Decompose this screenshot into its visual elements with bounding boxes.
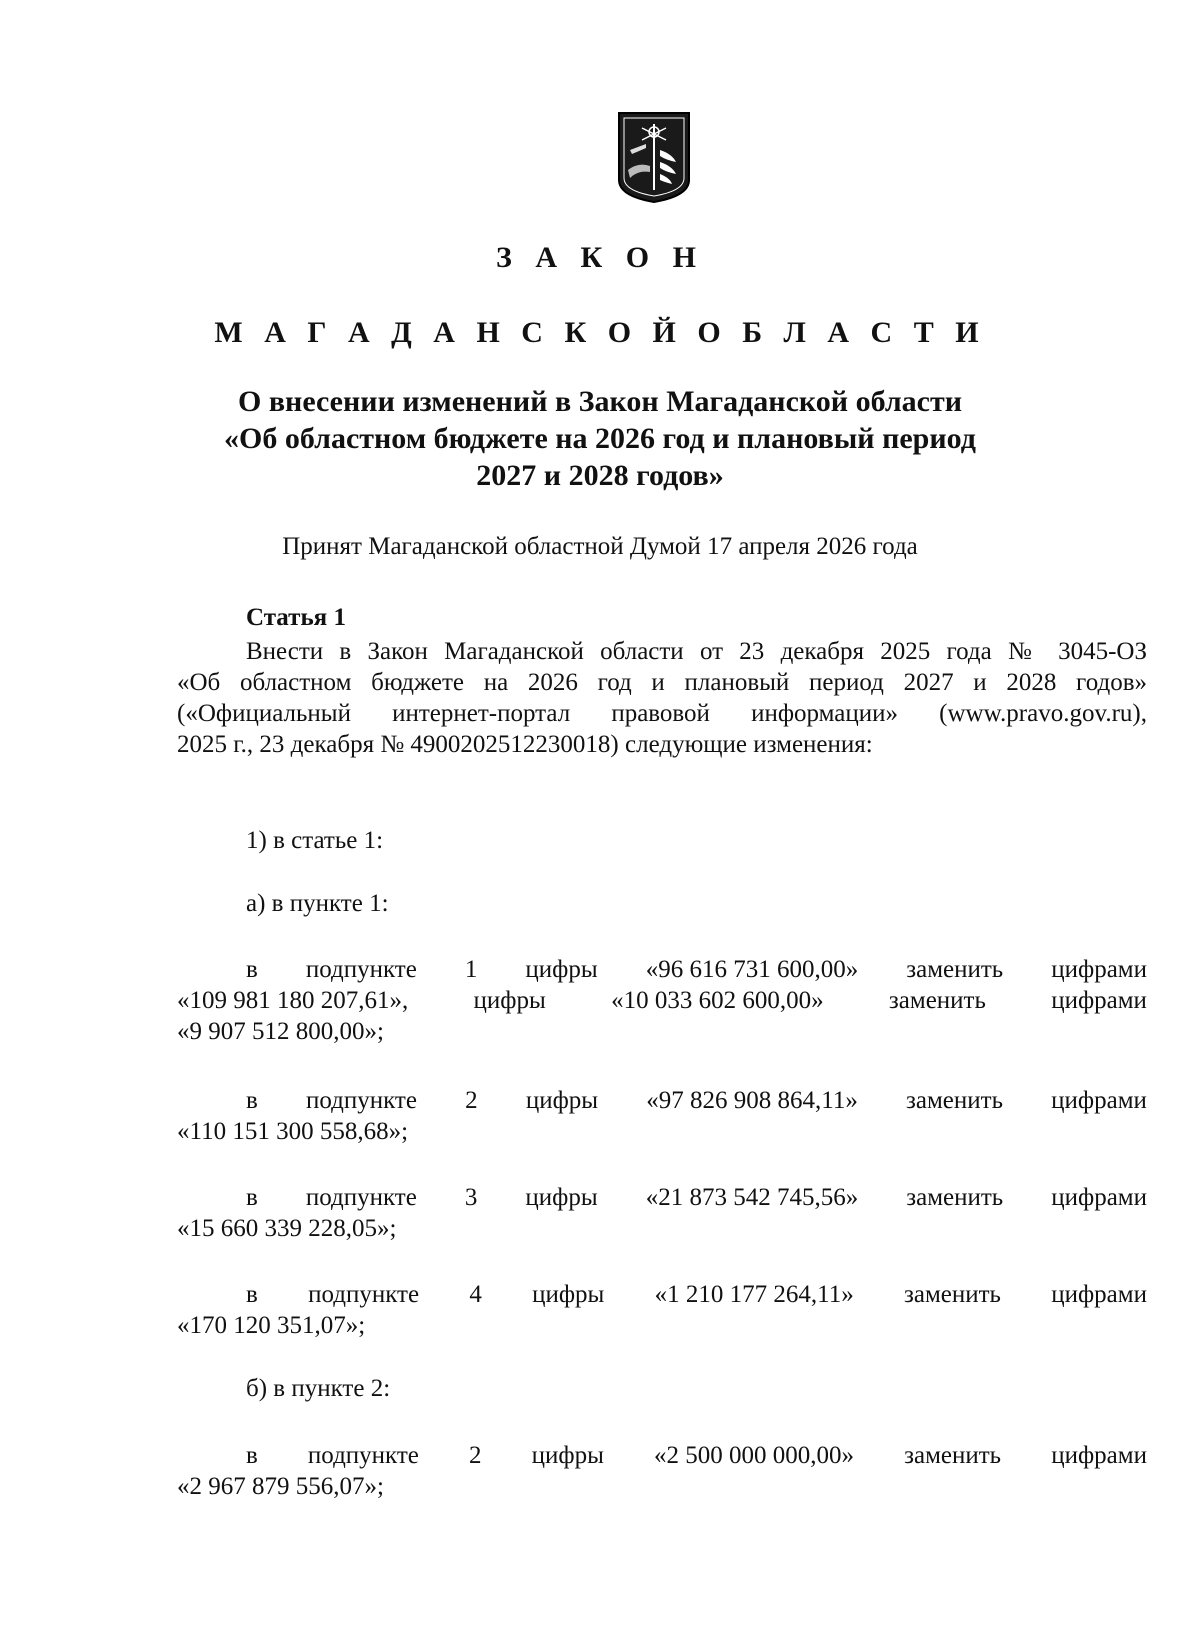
word: цифры bbox=[532, 1281, 605, 1308]
subitem-line: «170 120 351,07»; bbox=[177, 1312, 366, 1339]
word: заменить bbox=[906, 1184, 1004, 1211]
word: подпункте bbox=[308, 1281, 420, 1308]
word: в bbox=[246, 956, 258, 983]
subitem-line: «15 660 339 228,05»; bbox=[177, 1215, 397, 1242]
subitem-line bbox=[177, 1085, 1147, 1116]
word: подпункте bbox=[305, 1184, 417, 1211]
word: в bbox=[246, 1281, 258, 1308]
word: в bbox=[246, 1087, 258, 1114]
subitem-line: «110 151 300 558,68»; bbox=[177, 1118, 409, 1145]
subitem-line bbox=[177, 985, 1147, 1016]
subitem-5 bbox=[177, 1440, 1147, 1502]
subitem-line bbox=[177, 1440, 1147, 1471]
subitem-3 bbox=[177, 1182, 1147, 1244]
region-title: М А Г А Д А Н С К О Й О Б Л А С Т И bbox=[214, 316, 986, 349]
intro-line: («Официальный интернет-портал правовой информации» (www.pravo.gov.ru), bbox=[177, 700, 1147, 727]
word: цифрами bbox=[1051, 1087, 1147, 1114]
word: 2 bbox=[465, 1087, 478, 1114]
word: «10 033 602 600,00» bbox=[611, 987, 824, 1014]
word: «96 616 731 600,00» bbox=[645, 956, 859, 983]
word: цифры bbox=[473, 987, 546, 1014]
word: цифрами bbox=[1051, 1281, 1147, 1308]
word: «2 500 000 000,00» bbox=[654, 1442, 854, 1469]
word: цифры bbox=[531, 1442, 604, 1469]
word: в bbox=[246, 1442, 258, 1469]
word: заменить bbox=[903, 1281, 1001, 1308]
word: цифрами bbox=[1051, 987, 1147, 1014]
adoption-note: Принят Магаданской областной Думой 17 апреля 2026 года bbox=[282, 533, 918, 560]
subitem-1 bbox=[177, 954, 1147, 1047]
intro-line: 2025 г., 23 декабря № 4900202512230018) следующие изменения: bbox=[177, 731, 873, 758]
word: «97 826 908 864,11» bbox=[646, 1087, 858, 1114]
list-item-1a: а) в пункте 1: bbox=[246, 890, 389, 917]
magadan-coat-of-arms-icon bbox=[616, 110, 692, 204]
word: подпункте bbox=[305, 956, 417, 983]
word: цифрами bbox=[1051, 1442, 1147, 1469]
word: в bbox=[246, 1184, 258, 1211]
word: цифрами bbox=[1051, 1184, 1147, 1211]
article-intro-paragraph bbox=[177, 636, 1147, 760]
word: 3 bbox=[464, 1184, 478, 1211]
word: «21 873 542 745,56» bbox=[645, 1184, 859, 1211]
list-item-1: 1) в статье 1: bbox=[246, 827, 384, 854]
word: 1 bbox=[464, 956, 478, 983]
word: 4 bbox=[469, 1281, 482, 1308]
subitem-line: «9 907 512 800,00»; bbox=[177, 1018, 384, 1045]
subitem-2 bbox=[177, 1085, 1147, 1147]
intro-line: «Об областном бюджете на 2026 год и плановый период 2027 и 2028 годов» bbox=[177, 669, 1147, 696]
word: цифрами bbox=[1051, 956, 1147, 983]
word: «1 210 177 264,11» bbox=[654, 1281, 854, 1308]
law-subject-line: 2027 и 2028 годов» bbox=[476, 459, 724, 492]
law-subject-line: «Об областном бюджете на 2026 год и плановый период bbox=[224, 422, 976, 455]
law-title: З А К О Н bbox=[496, 241, 704, 274]
article-heading: Статья 1 bbox=[246, 604, 346, 631]
word: 2 bbox=[469, 1442, 482, 1469]
word: цифры bbox=[525, 1184, 598, 1211]
subitem-line: «2 967 879 556,07»; bbox=[177, 1473, 384, 1500]
word: «109 981 180 207,61», bbox=[177, 987, 409, 1014]
law-subject bbox=[150, 383, 1050, 494]
word: заменить bbox=[906, 1087, 1003, 1114]
word: цифры bbox=[525, 1087, 599, 1114]
law-subject-line: О внесении изменений в Закон Магаданской области bbox=[238, 385, 962, 418]
intro-line: Внести в Закон Магаданской области от 23 декабря 2025 года № 3045-ОЗ bbox=[246, 638, 1147, 665]
subitem-line bbox=[177, 1279, 1147, 1310]
subitem-line bbox=[177, 954, 1147, 985]
word: заменить bbox=[888, 987, 986, 1014]
word: заменить bbox=[906, 956, 1004, 983]
subitem-line bbox=[177, 1182, 1147, 1213]
word: цифры bbox=[525, 956, 598, 983]
list-item-1b: б) в пункте 2: bbox=[246, 1375, 391, 1402]
word: подпункте bbox=[305, 1087, 417, 1114]
subitem-4 bbox=[177, 1279, 1147, 1341]
word: заменить bbox=[904, 1442, 1002, 1469]
word: подпункте bbox=[307, 1442, 419, 1469]
